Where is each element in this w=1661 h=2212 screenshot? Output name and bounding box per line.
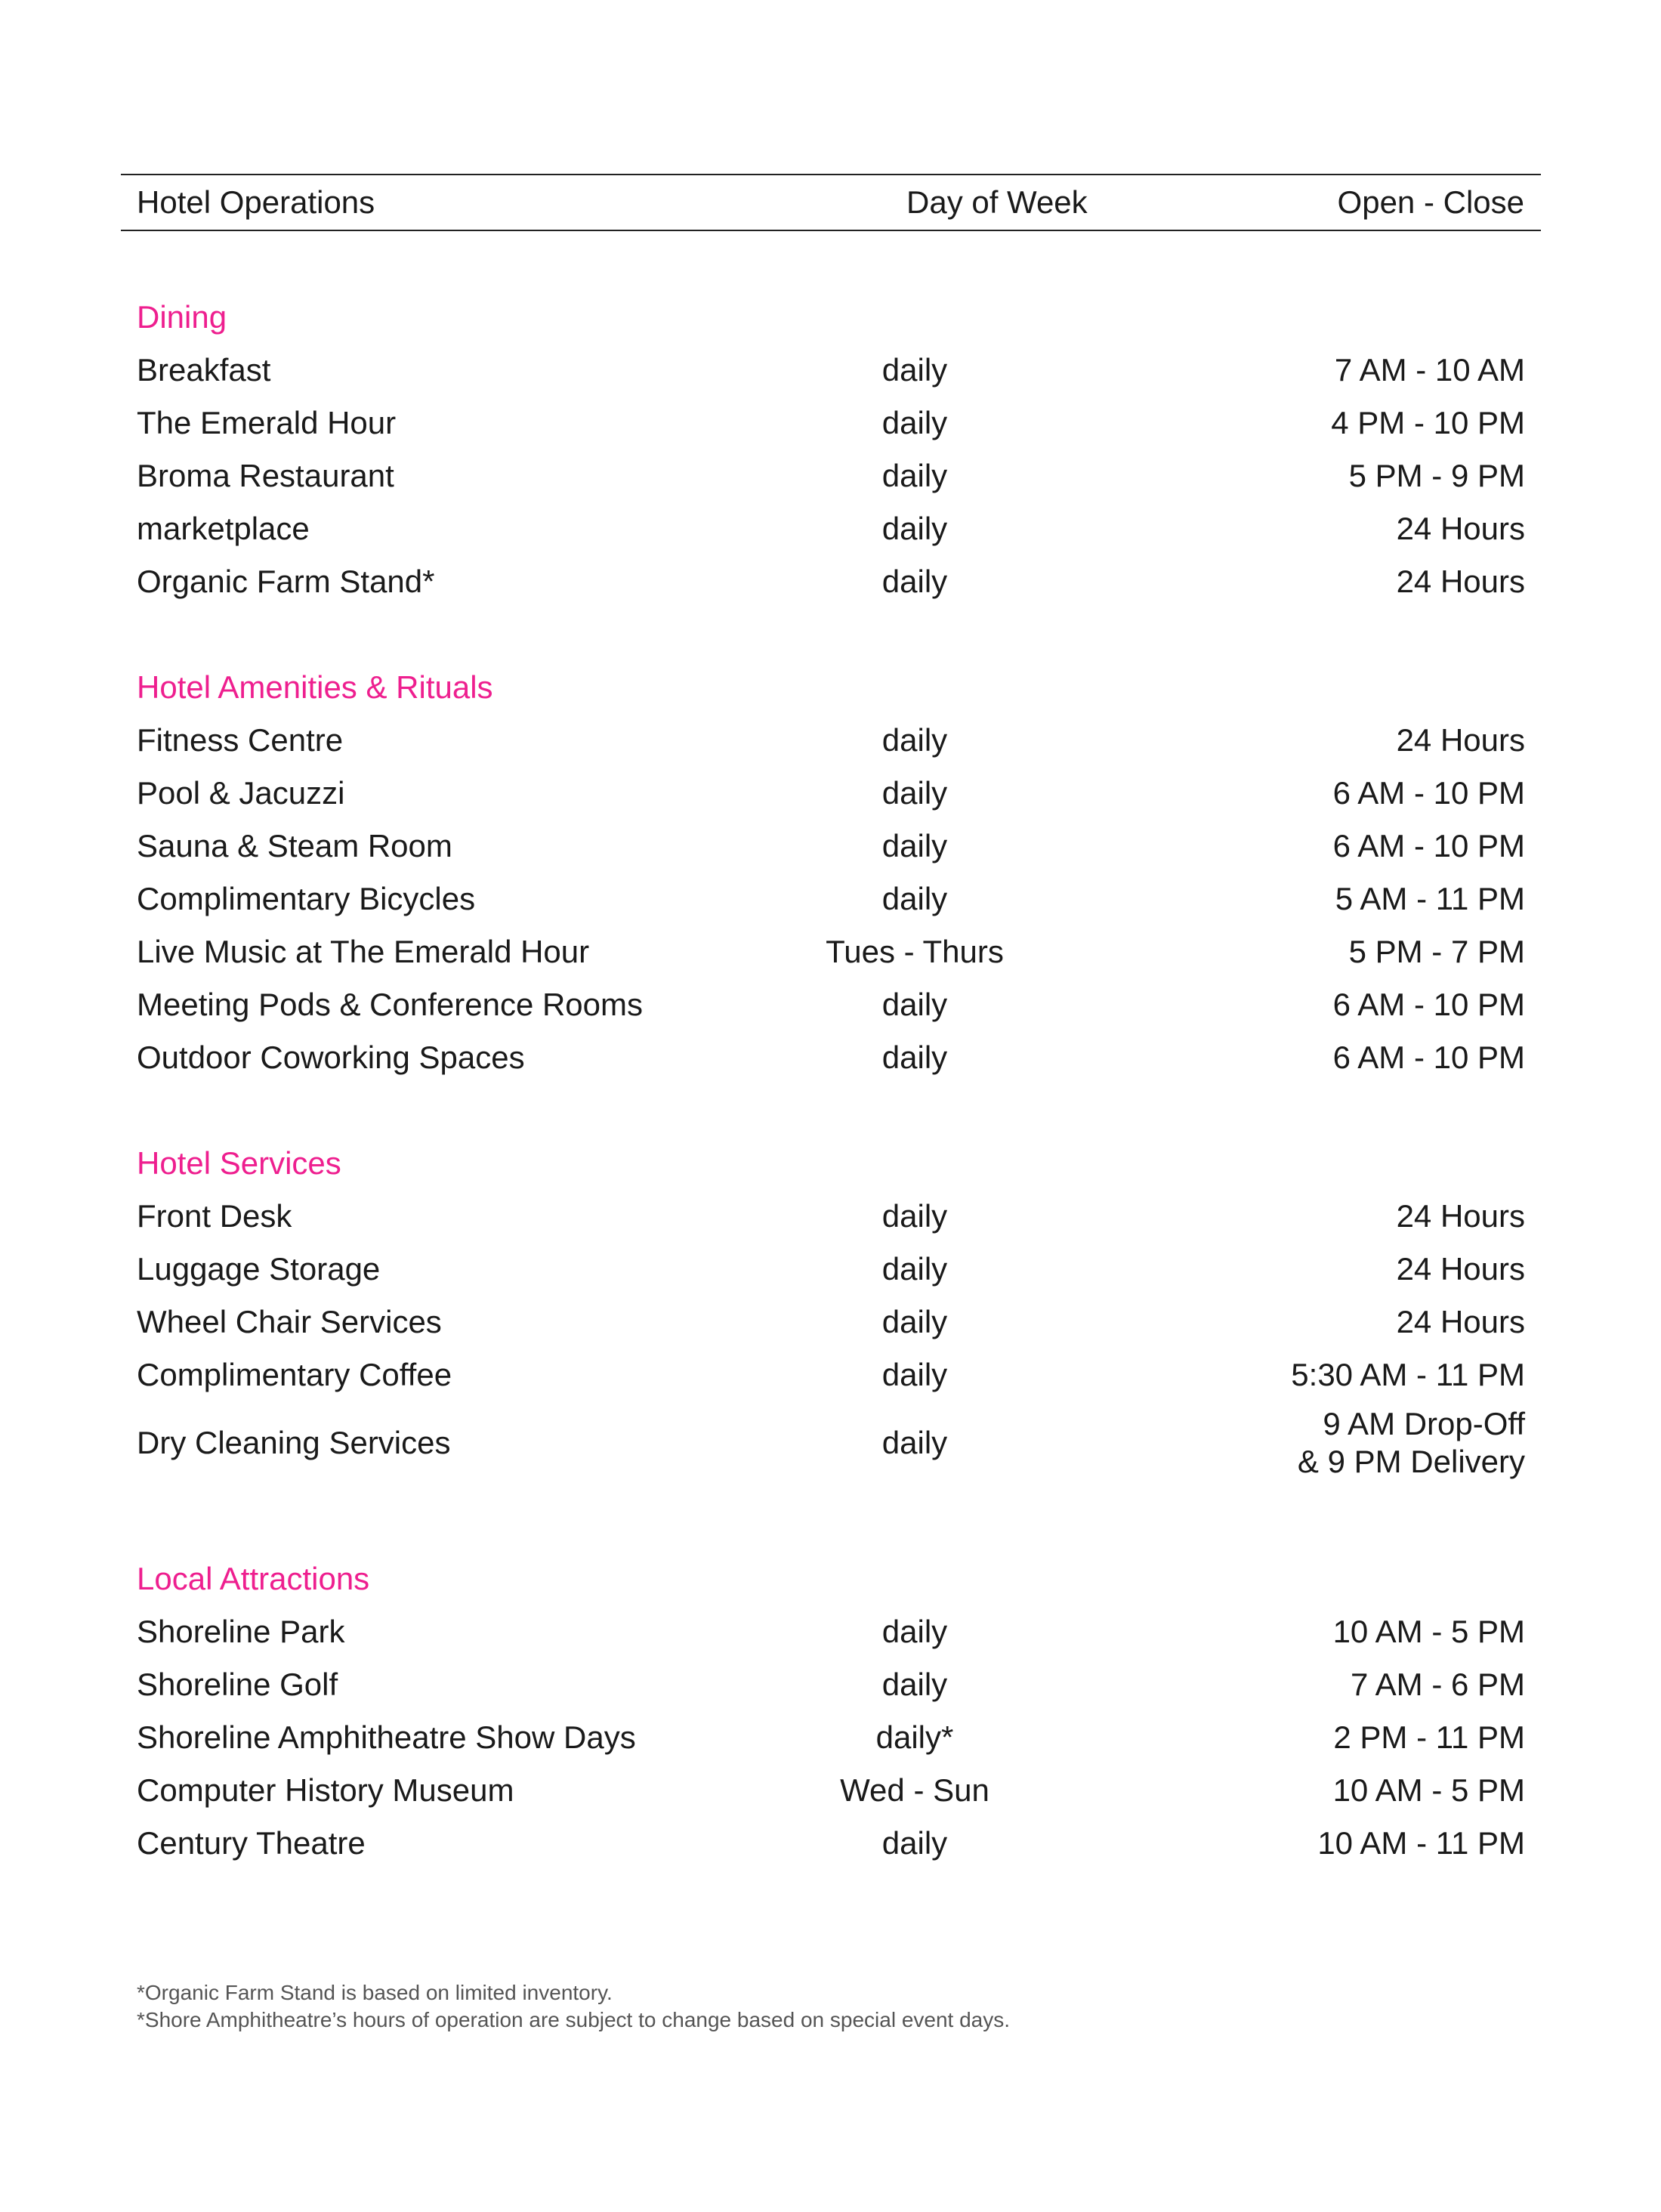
row-time: 10 AM - 11 PM <box>1317 1825 1525 1861</box>
row-time: 6 AM - 10 PM <box>1332 987 1525 1022</box>
row-day: daily <box>881 881 948 916</box>
row-time: 24 Hours <box>1396 564 1525 599</box>
row-name: Century Theatre <box>137 1825 366 1861</box>
table-row <box>137 714 1525 767</box>
table-row <box>137 1405 1525 1481</box>
row-day: daily <box>881 405 948 440</box>
row-time: 24 Hours <box>1396 1304 1525 1339</box>
row-day: daily <box>881 1198 948 1234</box>
row-name: Breakfast <box>137 352 271 388</box>
row-time: 24 Hours <box>1396 1251 1525 1287</box>
row-name: Sauna & Steam Room <box>137 828 452 863</box>
table-row <box>137 767 1525 820</box>
row-day: daily <box>881 352 948 388</box>
table-row <box>137 1190 1525 1243</box>
row-day: Wed - Sun <box>840 1772 989 1808</box>
row-name: Dry Cleaning Services <box>137 1425 451 1460</box>
row-day: daily <box>881 1357 948 1392</box>
row-time: 4 PM - 10 PM <box>1331 405 1525 440</box>
row-time: 7 AM - 10 AM <box>1334 352 1525 388</box>
section-title-dining: Dining <box>137 299 227 335</box>
row-time: 10 AM - 5 PM <box>1332 1614 1525 1649</box>
row-name: Luggage Storage <box>137 1251 381 1287</box>
row-day: daily <box>881 511 948 546</box>
section-title-amenities: Hotel Amenities & Rituals <box>137 669 493 705</box>
row-name: Shoreline Golf <box>137 1667 338 1702</box>
row-name: Complimentary Bicycles <box>137 881 476 916</box>
row-day: daily <box>881 987 948 1022</box>
row-day: daily <box>881 1425 948 1460</box>
row-time: 7 AM - 6 PM <box>1350 1667 1525 1702</box>
table-row <box>137 555 1525 608</box>
row-day: daily <box>881 1251 948 1287</box>
table-row <box>137 450 1525 502</box>
row-time: 24 Hours <box>1396 1198 1525 1234</box>
header-day-of-week: Day of Week <box>906 184 1088 220</box>
footnote-farm-stand: *Organic Farm Stand is based on limited inventory. <box>137 1981 613 2004</box>
table-row <box>137 397 1525 450</box>
row-name: Front Desk <box>137 1198 292 1234</box>
row-name: Computer History Museum <box>137 1772 514 1808</box>
table-row <box>137 1817 1525 1870</box>
row-time <box>1298 1405 1525 1481</box>
row-time: 5:30 AM - 11 PM <box>1291 1357 1525 1392</box>
table-row <box>137 1711 1525 1764</box>
row-day: daily* <box>875 1719 954 1755</box>
row-time-line2: & 9 PM Delivery <box>1297 1444 1525 1479</box>
row-name: The Emerald Hour <box>137 405 397 440</box>
row-name: Fitness Centre <box>137 722 344 758</box>
section-title-local-attractions: Local Attractions <box>137 1561 370 1596</box>
table-row <box>137 1349 1525 1401</box>
table-row <box>137 1658 1525 1711</box>
row-day: daily <box>881 458 948 493</box>
table-row <box>137 925 1525 978</box>
table-row <box>137 502 1525 555</box>
row-time: 24 Hours <box>1396 722 1525 758</box>
table-row <box>137 1243 1525 1296</box>
table-header <box>121 174 1541 231</box>
footnote-amphitheatre: *Shore Amphitheatre’s hours of operation are subject to change based on special event days. <box>137 2008 1011 2031</box>
row-time: 6 AM - 10 PM <box>1332 775 1525 811</box>
row-name: Broma Restaurant <box>137 458 394 493</box>
row-name: Wheel Chair Services <box>137 1304 442 1339</box>
row-time: 2 PM - 11 PM <box>1333 1719 1525 1755</box>
row-name: Organic Farm Stand* <box>137 564 435 599</box>
row-day: daily <box>881 1667 948 1702</box>
row-day: daily <box>881 1304 948 1339</box>
row-day: daily <box>881 1825 948 1861</box>
row-day: daily <box>881 1040 948 1075</box>
table-row <box>137 1764 1525 1817</box>
row-name: Live Music at The Emerald Hour <box>137 934 590 969</box>
row-name: Outdoor Coworking Spaces <box>137 1040 525 1075</box>
table-row <box>137 1296 1525 1349</box>
row-time: 5 PM - 9 PM <box>1348 458 1525 493</box>
row-day: Tues - Thurs <box>826 934 1004 969</box>
row-name: marketplace <box>137 511 310 546</box>
table-row <box>137 820 1525 873</box>
row-name: Pool & Jacuzzi <box>137 775 345 811</box>
row-name: Meeting Pods & Conference Rooms <box>137 987 644 1022</box>
row-time: 24 Hours <box>1396 511 1525 546</box>
row-day: daily <box>881 722 948 758</box>
table-row <box>137 873 1525 925</box>
table-row <box>137 1605 1525 1658</box>
section-title-services: Hotel Services <box>137 1145 341 1181</box>
footnotes <box>137 1979 1010 2034</box>
table-row <box>137 1031 1525 1084</box>
row-time: 5 PM - 7 PM <box>1348 934 1525 969</box>
row-name: Shoreline Amphitheatre Show Days <box>137 1719 636 1755</box>
row-time: 6 AM - 10 PM <box>1332 828 1525 863</box>
header-open-close: Open - Close <box>1337 184 1524 220</box>
table-row <box>137 344 1525 397</box>
row-day: daily <box>881 564 948 599</box>
row-time-line1: 9 AM Drop-Off <box>1323 1406 1525 1441</box>
row-name: Complimentary Coffee <box>137 1357 452 1392</box>
table-row <box>137 978 1525 1031</box>
row-day: daily <box>881 1614 948 1649</box>
row-day: daily <box>881 775 948 811</box>
header-hotel-operations: Hotel Operations <box>137 184 375 220</box>
row-time: 10 AM - 5 PM <box>1332 1772 1525 1808</box>
row-day: daily <box>881 828 948 863</box>
row-time: 5 AM - 11 PM <box>1335 881 1525 916</box>
row-name: Shoreline Park <box>137 1614 345 1649</box>
row-time: 6 AM - 10 PM <box>1332 1040 1525 1075</box>
